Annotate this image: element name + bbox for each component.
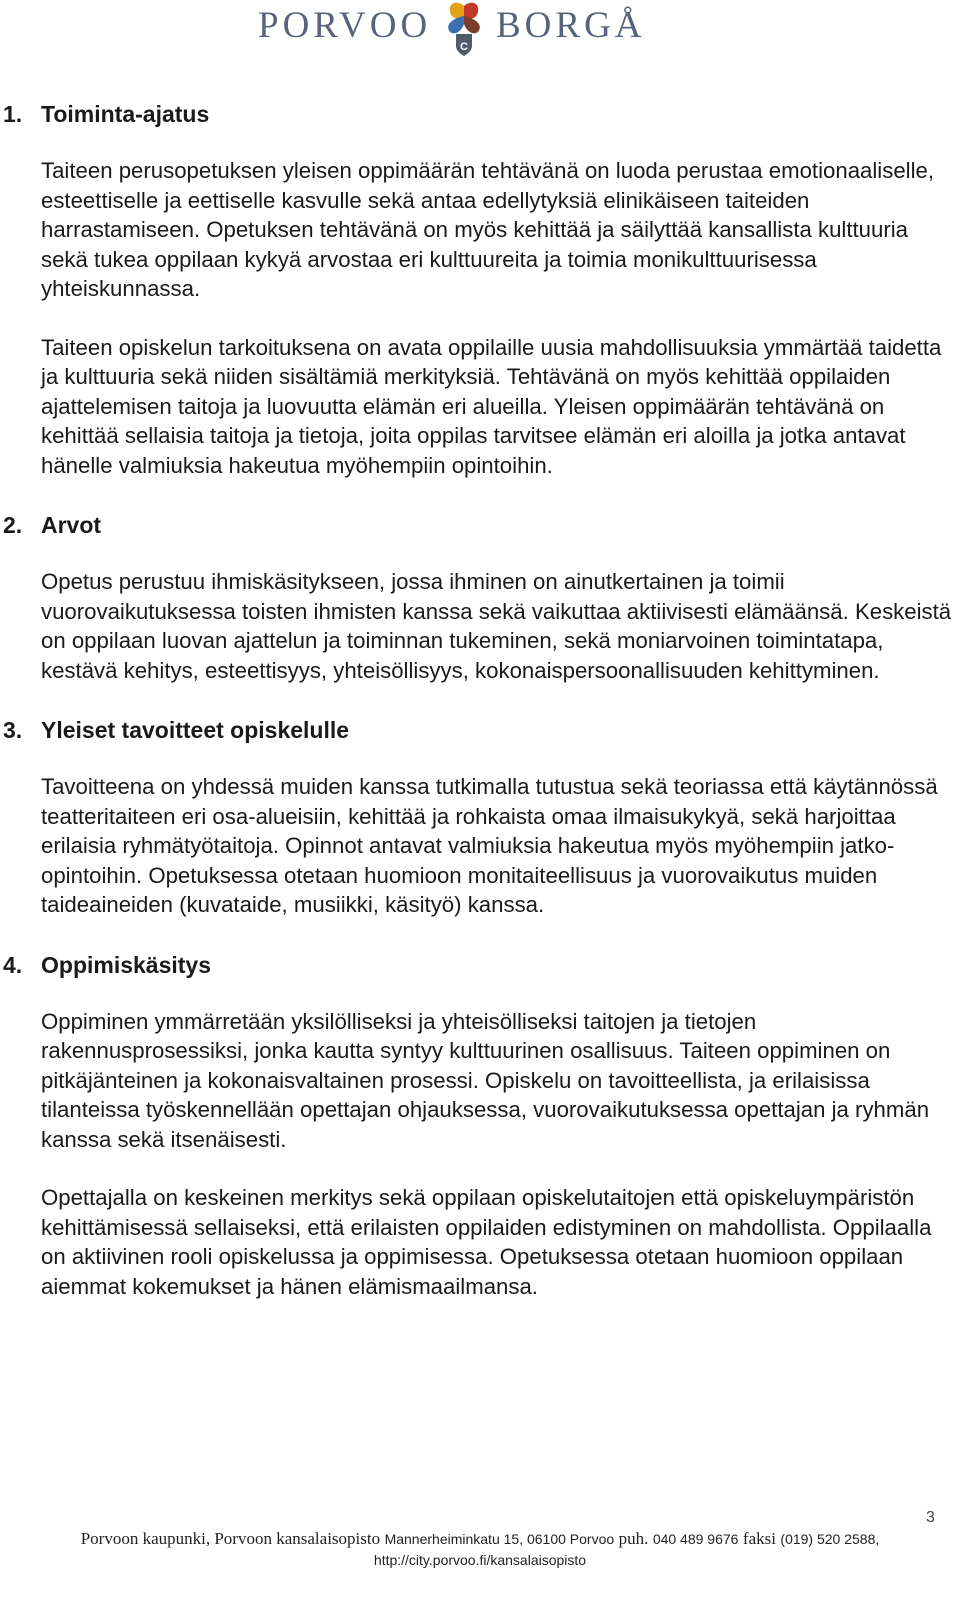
footer-org: Porvoon kaupunki, Porvoon kansalaisopisto (80, 1529, 381, 1548)
section-number: 4. (3, 951, 23, 978)
footer-phone-label: puh. (618, 1529, 649, 1548)
section-arvot (0, 509, 960, 714)
paragraph: Opetus perustuu ihmiskäsitykseen, jossa ihminen on ainutkertainen ja toimii vuorovaikutuksessa toisten ihmisten kanssa sekä vaikuttaa aktiivisesti elämäänsä. Keskeistä on oppilaan luovan ajattelun ja toiminnan tukeminen, sekä moniarvoinen toimintatapa, kestävä kehitys, esteettisyys, yhteisöllisyys, kokonaispersoonallisuuden kehittyminen. (41, 569, 952, 683)
section-heading (0, 98, 960, 130)
page-number: 3 (926, 1509, 935, 1526)
svg-text:C: C (460, 41, 468, 53)
logo-text-porvoo: PORVOO (258, 5, 432, 46)
section-title: Toiminta-ajatus (41, 101, 210, 127)
footer (0, 1529, 960, 1570)
section-yleiset-tavoitteet (0, 714, 960, 949)
footer-address: Mannerheiminkatu 15, 06100 Porvoo (384, 1531, 615, 1547)
paragraph: Taiteen perusopetuksen yleisen oppimäärän tehtävänä on luoda perustaa emotionaaliselle, esteettiselle ja eettiselle kasvulle sekä antaa edellytyksiä elinikäiseen taiteiden harrastamiseen. Opetuksen tehtävänä on myös kehittää ja säilyttää kansallista kulttuuria sekä tukea oppilaan kykyä arvostaa eri kulttuureita ja toimia monikulttuurisessa yhteiskunnassa. (41, 158, 935, 301)
section-heading (0, 949, 960, 981)
section-title: Arvot (41, 512, 102, 538)
footer-fax: (019) 520 2588, (780, 1531, 880, 1547)
footer-contact-line (0, 1529, 960, 1550)
footer-phone: 040 489 9676 (652, 1531, 739, 1547)
paragraph: Oppiminen ymmärretään yksilölliseksi ja yhteisölliseksi taitojen ja tietojen rakennusprosessiksi, jonka kautta syntyy kulttuurinen osallisuus. Taiteen oppiminen on pitkäjänteinen ja kokonaisvaltainen prosessi. Opiskelu on tavoitteellista, ja erilaisissa tilanteissa työskennellään opettajan ohjauksessa, vuorovaikutuksessa opettajan ja ryhmän kanssa sekä itsenäisesti. (41, 1008, 930, 1152)
header-logo (0, 0, 960, 60)
section-title: Oppimiskäsitys (41, 951, 212, 978)
footer-url[interactable]: http://city.porvoo.fi/kansalaisopisto (373, 1552, 587, 1568)
logo-text-borga: BORGÅ (496, 5, 646, 46)
section-heading (0, 509, 960, 541)
footer-fax-label: faksi (742, 1529, 776, 1548)
section-toiminta-ajatus (0, 98, 960, 509)
paragraph: Tavoitteena on yhdessä muiden kanssa tutkimalla tutustua sekä teoriassa että käytännössä teatteritaiteen eri osa-alueisiin, kehittää ja rohkaista omaa ilmaisukykyä, sekä harjoittaa erilaisia ryhmätyötaitoja. Opinnot antavat valmiuksia hakeutua myös myöhempiin jatko-opintoihin. Opetuksessa otetaan huomioon monitaiteellisuus ja vuorovaikutus muiden taideaineiden (kuvataide, musiikki, käsityö) kanssa. (41, 774, 938, 917)
section-number: 2. (3, 512, 23, 538)
section-oppimiskasitys (0, 949, 960, 1302)
document-body (0, 98, 960, 1301)
paragraph: Opettajalla on keskeinen merkitys sekä oppilaan opiskelutaitojen että opiskeluympäristön kehittämisessä sellaiseksi, että erilaisten oppilaiden edistyminen on mahdollista. Oppilaalla on aktiivinen rooli opiskelussa ja oppimisessa. Opetuksessa otetaan huomioon oppilaan aiemmat kokemukset ja hänen elämismaailmansa. (41, 1185, 932, 1299)
section-number: 3. (3, 717, 23, 743)
city-emblem-icon (434, 0, 494, 58)
section-heading (0, 714, 960, 746)
paragraph: Taiteen opiskelun tarkoituksena on avata oppilaille uusia mahdollisuuksia ymmärtää taidetta ja kulttuuria sekä niiden sisältämiä merkityksiä. Tehtävänä on myös kehittää oppilaiden ajattelemisen taitoja ja luovuutta elämän eri alueilla. Yleisen oppimäärän tehtävänä on kehittää sellaisia taitoja ja tietoja, joita oppilas tarvitsee elämän eri aloilla ja jotka antavat hänelle valmiuksia hakeutua myöhempiin opintoihin. (41, 334, 942, 478)
section-title: Yleiset tavoitteet opiskelulle (41, 717, 350, 743)
section-number: 1. (3, 101, 23, 127)
